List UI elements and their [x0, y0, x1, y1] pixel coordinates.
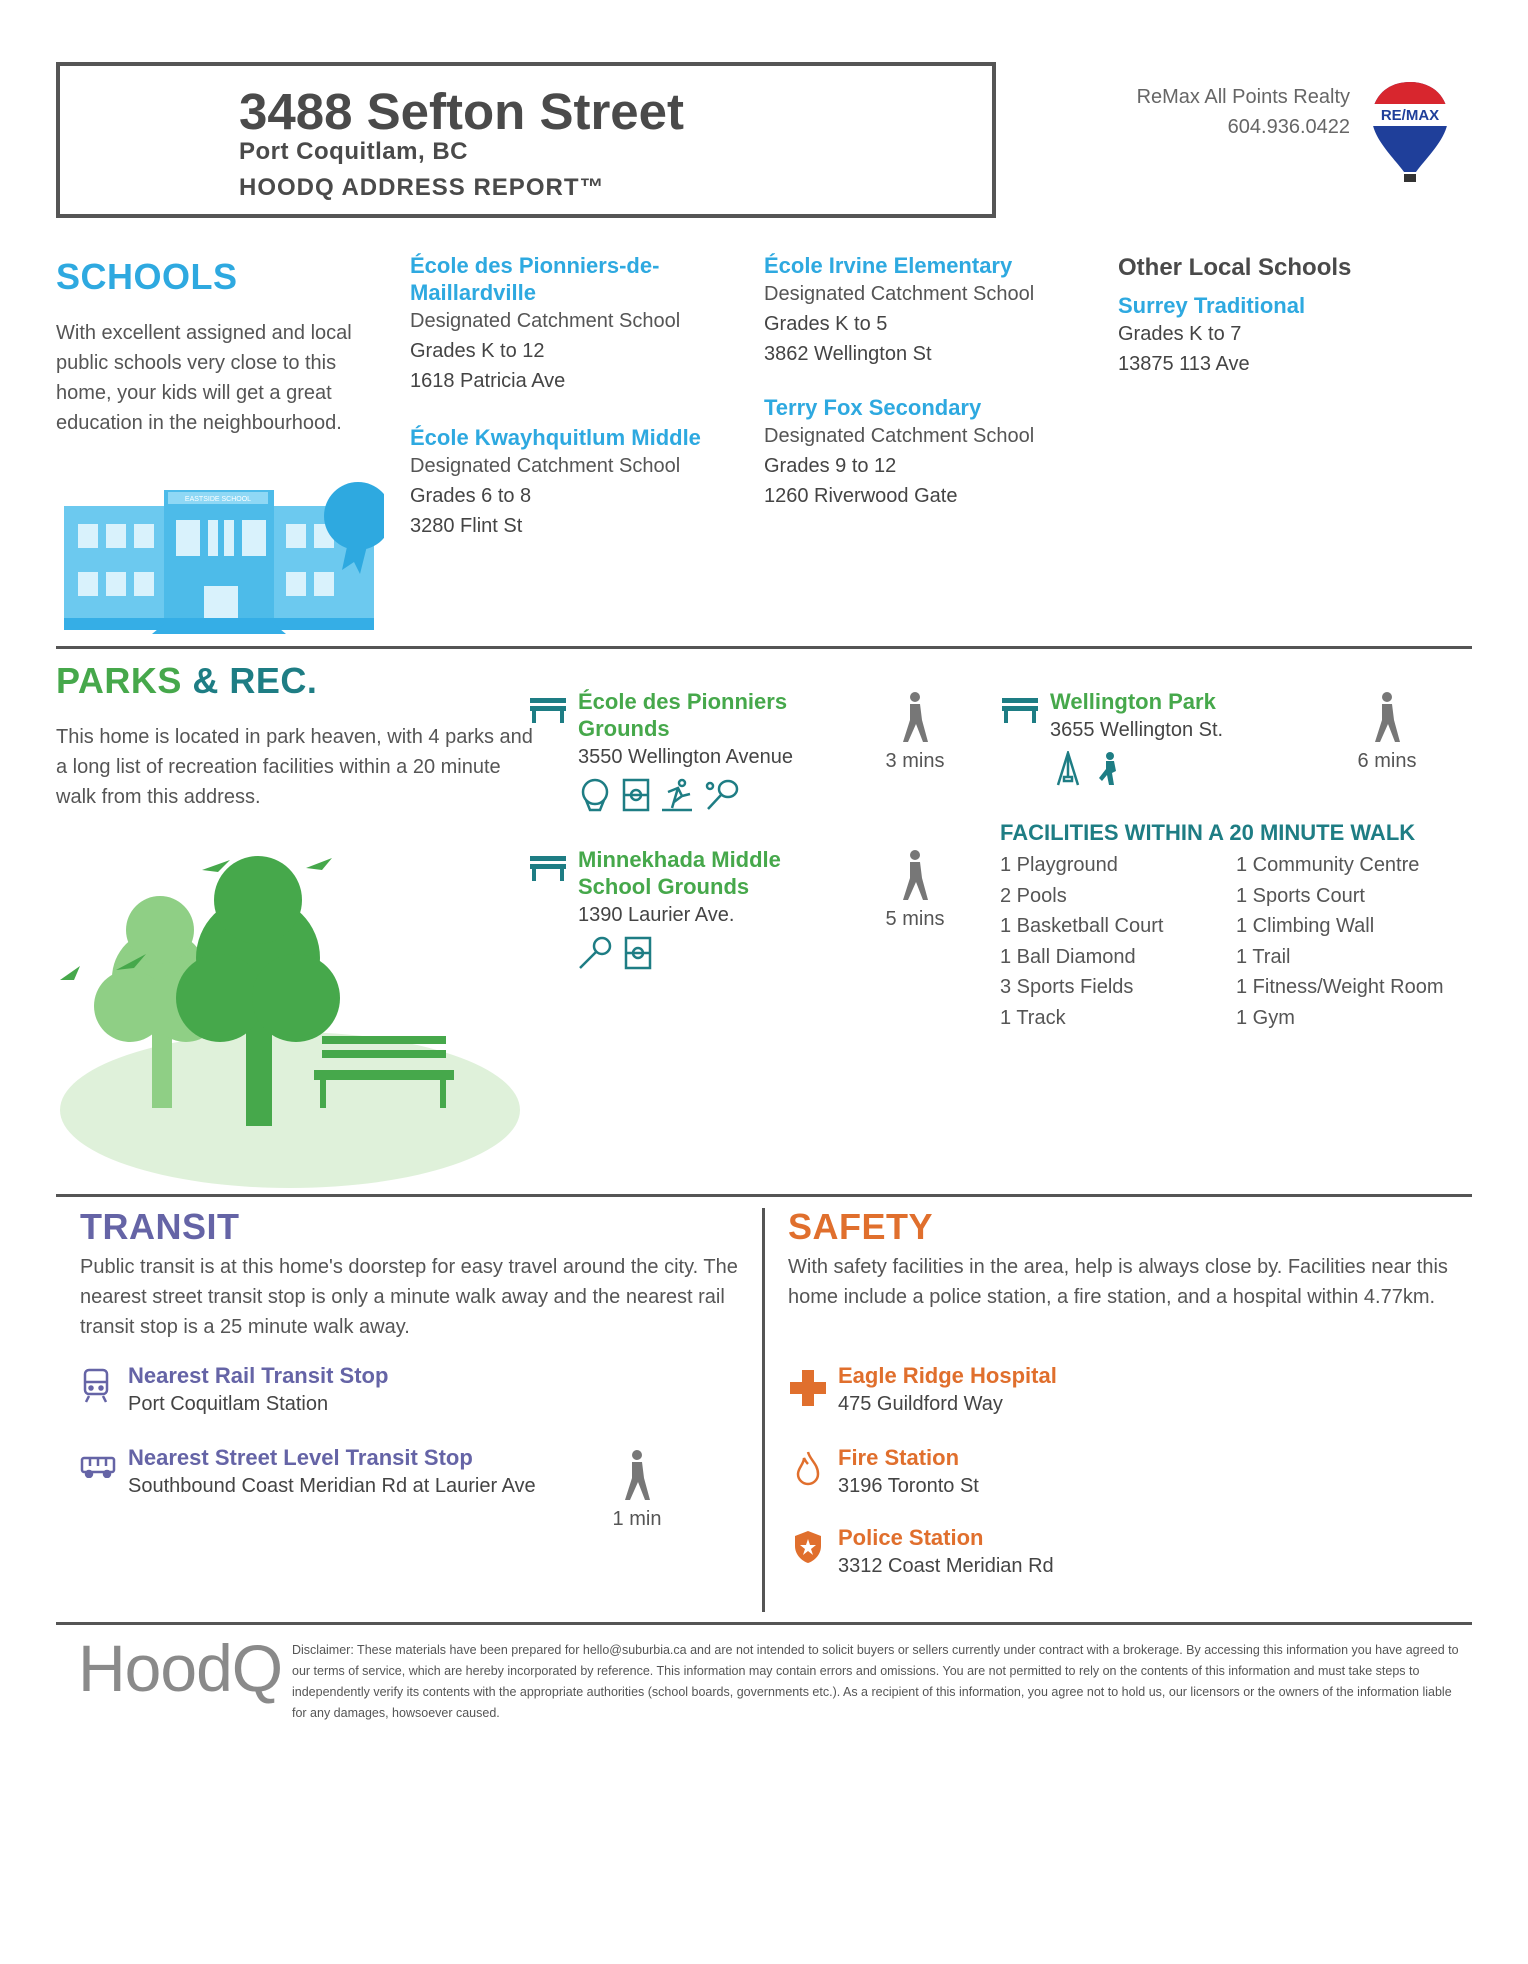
police-label[interactable]: Police Station: [838, 1525, 984, 1550]
walking-person-icon: [620, 1450, 654, 1502]
section-divider: [56, 1622, 1472, 1625]
safety-description: With safety facilities in the area, help is always close by. Facilities near this home include a police station, a fire station, and a hospital within 4.77km.: [788, 1256, 1448, 1308]
basketball-icon: [578, 778, 612, 812]
facilities-list-right: [1236, 850, 1476, 1033]
remax-balloon-logo: [1370, 80, 1450, 193]
walk-time: [1352, 692, 1422, 773]
schools-description: With excellent assigned and local public schools very close to this home, your kids will get a great education in the neighbourhood.: [56, 322, 352, 434]
park-card: [1050, 688, 1310, 787]
facility-item: 3 Sports Fields: [1000, 976, 1134, 998]
address-city: Port Coquitlam, BC: [239, 138, 468, 165]
agent-info: [1137, 82, 1350, 142]
walk-time: [602, 1450, 672, 1531]
park-facility-icons: [578, 778, 838, 812]
walk-time-label: 3 mins: [885, 750, 945, 772]
park-address: 3550 Wellington Avenue: [578, 746, 793, 768]
park-name[interactable]: Wellington Park: [1050, 689, 1216, 714]
facility-item: 1 Playground: [1000, 854, 1118, 876]
school-name[interactable]: École des Pionniers-de-Maillardville: [410, 253, 660, 305]
school-name[interactable]: Terry Fox Secondary: [764, 395, 982, 420]
school-type: Designated Catchment School: [410, 455, 681, 477]
street-stop-label[interactable]: Nearest Street Level Transit Stop: [128, 1445, 473, 1470]
vertical-divider: [762, 1208, 765, 1612]
bench-icon: [1002, 696, 1038, 729]
school-building-illustration: [64, 478, 384, 643]
fire-label[interactable]: Fire Station: [838, 1445, 960, 1470]
hospital-icon: [790, 1370, 826, 1411]
school-grades: Grades 6 to 8: [410, 485, 532, 507]
schools-title: SCHOOLS: [56, 256, 238, 297]
facilities-title: FACILITIES WITHIN A 20 MINUTE WALK: [1000, 820, 1416, 845]
svg-text:EASTSIDE SCHOOL: EASTSIDE SCHOOL: [184, 496, 252, 503]
school-grades: Grades K to 5: [764, 313, 888, 335]
other-schools-title: Other Local Schools: [1118, 254, 1352, 281]
school-address: 3862 Wellington St: [764, 343, 932, 365]
park-address: 3655 Wellington St.: [1050, 719, 1224, 741]
transit-description: Public transit is at this home's doorstep for easy travel around the city. The nearest street transit stop is only a minute walk away and the nearest rail transit stop is a 25 minute walk away.: [80, 1256, 738, 1338]
police-item: [838, 1524, 1054, 1581]
walk-time: [880, 692, 950, 773]
hoodq-logo: HoodQ: [78, 1631, 283, 1705]
park-trees-illustration: [60, 838, 530, 1193]
parks-description: This home is located in park heaven, with 4 parks and a long list of recreation facilities within a 20 minute walk from this address.: [56, 726, 533, 808]
rail-stop-value: Port Coquitlam Station: [128, 1393, 329, 1415]
school-name[interactable]: École Irvine Elementary: [764, 253, 1013, 278]
facility-item: 1 Ball Diamond: [1000, 945, 1136, 968]
walk-time: [880, 850, 950, 931]
school-address: 1618 Patricia Ave: [410, 370, 566, 392]
school-grades: Grades 9 to 12: [764, 455, 897, 477]
sports-field-icon: [622, 778, 650, 812]
facilities-list-left: [1000, 850, 1230, 1033]
section-divider: [56, 1194, 1472, 1197]
facility-item: 1 Fitness/Weight Room: [1236, 976, 1444, 998]
walk-time-label: 1 min: [612, 1508, 662, 1530]
street-stop-value: Southbound Coast Meridian Rd at Laurier Ave: [128, 1475, 536, 1497]
report-label: HOODQ ADDRESS REPORT™: [239, 174, 605, 201]
school-card: [410, 424, 750, 541]
disclaimer-text: Disclaimer: These materials have been prepared for hello@suburbia.ca and are not intended to solicit buyers or sellers currently under contract with a brokerage. By accessing this information you have agreed to our terms of service, which are hereby incorporated by reference. This information may contain errors and omissions. You are not permitted to rely on the contents of this information and must take steps to independently verify its contents with the appropriate authorities (school boards, governments etc.). As a recipient of this information, you agree not to hold us, our licensors or the owners of the information liable for any damages, howsoever caused.: [292, 1643, 1459, 1720]
tennis-icon: [704, 778, 740, 812]
bus-icon: [80, 1456, 116, 1483]
address-title: 3488 Sefton Street: [239, 83, 685, 140]
section-divider: [56, 646, 1472, 649]
school-card: [764, 252, 1094, 369]
walking-person-icon: [1370, 692, 1404, 744]
rail-stop-label[interactable]: Nearest Rail Transit Stop: [128, 1363, 389, 1388]
facility-item: 2 Pools: [1000, 884, 1067, 907]
school-address: 13875 113 Ave: [1118, 353, 1250, 375]
parks-title-b: & REC.: [192, 660, 318, 701]
track-icon: [660, 778, 694, 812]
transit-title: TRANSIT: [80, 1206, 240, 1247]
facility-item: 1 Sports Court: [1236, 884, 1365, 907]
agent-phone: 604.936.0422: [1227, 116, 1350, 138]
school-card: [410, 252, 740, 396]
fire-value: 3196 Toronto St: [838, 1475, 979, 1497]
school-name[interactable]: Surrey Traditional: [1118, 293, 1306, 318]
parks-title-a: PARKS: [56, 660, 182, 701]
school-type: Designated Catchment School: [764, 283, 1035, 305]
walk-time-label: 6 mins: [1357, 750, 1417, 772]
safety-title: SAFETY: [788, 1206, 934, 1247]
facility-item: 1 Community Centre: [1236, 854, 1420, 876]
school-card: [764, 394, 1094, 511]
park-card: [578, 846, 838, 970]
park-card: [578, 688, 838, 812]
facility-item: 1 Track: [1000, 1006, 1066, 1029]
hospital-item: [838, 1362, 1057, 1419]
park-address: 1390 Laurier Ave.: [578, 904, 735, 926]
facility-item: 1 Basketball Court: [1000, 915, 1164, 937]
police-shield-icon: [794, 1530, 822, 1569]
school-address: 1260 Riverwood Gate: [764, 485, 958, 507]
park-name[interactable]: Minnekhada Middle School Grounds: [578, 847, 781, 899]
hospital-value: 475 Guildford Way: [838, 1393, 1003, 1415]
svg-text:RE/MAX: RE/MAX: [1380, 107, 1440, 124]
school-type: Designated Catchment School: [764, 425, 1035, 447]
other-schools: [1118, 252, 1448, 379]
school-type: Designated Catchment School: [410, 310, 681, 332]
bench-icon: [530, 854, 566, 887]
parks-title: [56, 660, 317, 702]
walking-person-icon: [898, 850, 932, 902]
school-grades: Grades K to 12: [410, 340, 545, 362]
playground-icon: [1054, 751, 1082, 787]
walk-time-label: 5 mins: [885, 908, 945, 930]
hospital-label[interactable]: Eagle Ridge Hospital: [838, 1363, 1057, 1388]
school-name[interactable]: École Kwayhquitlum Middle: [410, 425, 701, 450]
rail-stop: [128, 1362, 388, 1419]
school-address: 3280 Flint St: [410, 515, 523, 537]
facility-item: 1 Climbing Wall: [1236, 915, 1375, 937]
fire-item: [838, 1444, 979, 1501]
fire-icon: [796, 1450, 820, 1491]
school-grades: Grades K to 7: [1118, 323, 1242, 345]
park-name[interactable]: École des Pionniers Grounds: [578, 689, 788, 741]
climbing-icon: [1096, 751, 1120, 787]
train-icon: [82, 1368, 110, 1409]
facility-item: 1 Gym: [1236, 1006, 1295, 1029]
walking-person-icon: [898, 692, 932, 744]
ball-diamond-icon: [578, 936, 614, 970]
facility-item: 1 Trail: [1236, 945, 1291, 968]
police-value: 3312 Coast Meridian Rd: [838, 1555, 1054, 1577]
bench-icon: [530, 696, 566, 729]
park-facility-icons: [578, 936, 838, 970]
sports-field-icon: [624, 936, 652, 970]
park-facility-icons: [1050, 751, 1310, 787]
agent-name: ReMax All Points Realty: [1136, 86, 1350, 108]
street-stop: [128, 1444, 536, 1501]
